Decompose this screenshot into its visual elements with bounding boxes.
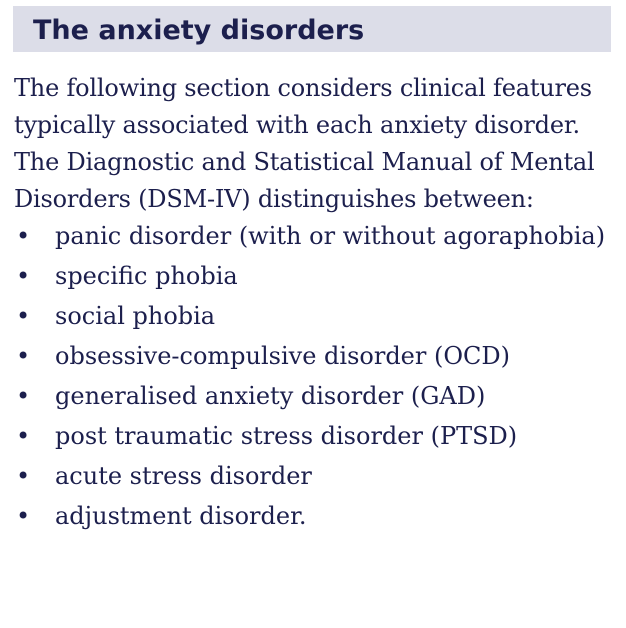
bullet-icon: • bbox=[16, 222, 31, 250]
list-item-text: specific phobia bbox=[55, 262, 238, 290]
list-item-text: post traumatic stress disorder (PTSD) bbox=[55, 422, 518, 450]
list-item-text: panic disorder (with or without agoraphobia) bbox=[55, 222, 606, 250]
intro-paragraph: The following section considers clinical features typically associated with each anxiety disorder. The Diagnostic and Statistical Manual of Mental Disorders (DSM-IV) distinguishes between: bbox=[14, 74, 595, 213]
list-item-text: generalised anxiety disorder (GAD) bbox=[55, 382, 486, 410]
bullet-icon: • bbox=[16, 342, 31, 370]
list-item bbox=[14, 338, 620, 375]
section-heading-bar bbox=[13, 6, 611, 52]
bullet-icon: • bbox=[16, 462, 31, 490]
bullet-icon: • bbox=[16, 502, 31, 530]
list-item-text: obsessive-compulsive disorder (OCD) bbox=[55, 342, 510, 370]
bullet-icon: • bbox=[16, 382, 31, 410]
list-item bbox=[14, 418, 620, 455]
disorder-list bbox=[14, 218, 620, 535]
list-item bbox=[14, 498, 620, 535]
bullet-icon: • bbox=[16, 422, 31, 450]
list-item bbox=[14, 458, 620, 495]
list-item bbox=[14, 258, 620, 295]
bullet-icon: • bbox=[16, 262, 31, 290]
bullet-icon: • bbox=[16, 302, 31, 330]
list-item bbox=[14, 378, 620, 415]
list-item-text: acute stress disorder bbox=[55, 462, 312, 490]
section-heading: The anxiety disorders bbox=[33, 15, 365, 46]
list-item bbox=[14, 298, 620, 335]
list-item-text: social phobia bbox=[55, 302, 216, 330]
list-item bbox=[14, 218, 620, 255]
list-item-text: adjustment disorder. bbox=[55, 502, 307, 530]
section-body bbox=[14, 70, 620, 538]
